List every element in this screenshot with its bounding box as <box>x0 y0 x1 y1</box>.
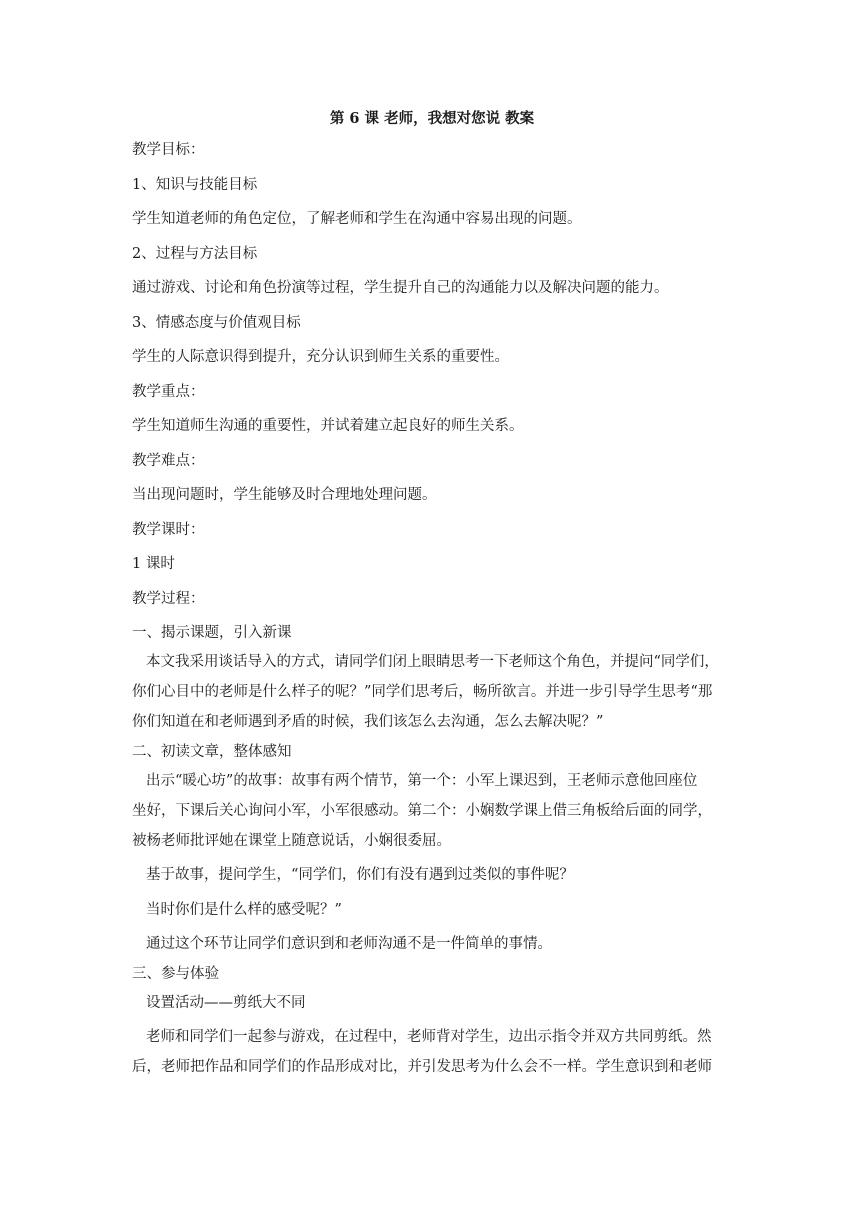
paragraph-line: 老师和同学们一起参与游戏，在过程中，老师背对学生，边出示指令并双方共同剪纸。然 <box>146 1029 712 1045</box>
heading-teaching-goals: 教学目标： <box>132 142 205 158</box>
goal-1-heading: 1、知识与技能目标 <box>132 176 258 193</box>
activity-title-paragraph: 设置活动——剪纸大不同 <box>146 994 306 1011</box>
section-1-paragraph <box>132 647 732 737</box>
paragraph-line: 你们知道在和老师遇到矛盾的时候，我们该怎么去沟通，怎么去解决呢？” <box>132 714 604 730</box>
goal-3-heading: 3、情感态度与价值观目标 <box>132 314 301 331</box>
document-page <box>132 104 732 1087</box>
paragraph-line: 你们心目中的老师是什么样子的呢？”同学们思考后，畅所欲言。并进一步引导学生思考“那 <box>132 684 713 700</box>
paragraph-line: 本文我采用谈话导入的方式，请同学们闭上眼睛思考一下老师这个角色，并提问“同学们， <box>146 654 719 670</box>
key-points-text: 学生知道师生沟通的重要性，并试着建立起良好的师生关系。 <box>132 418 524 434</box>
question-paragraph: 基于故事，提问学生，“同学们，你们有没有遇到过类似的事件呢？ <box>146 867 574 883</box>
section-1-heading: 一、揭示课题，引入新课 <box>132 625 292 641</box>
section-2-paragraph <box>132 766 732 856</box>
section-3-heading: 三、参与体验 <box>132 965 219 982</box>
summary-paragraph: 通过这个环节让同学们意识到和老师沟通不是一件简单的事情。 <box>146 936 552 952</box>
paragraph-line: 被杨老师批评她在课堂上随意说话，小娴很委屈。 <box>132 832 451 849</box>
paragraph-line: 后，老师把作品和同学们的作品形成对比，并引发思考为什么会不一样。学生意识到和老师 <box>132 1059 712 1075</box>
difficulties-text: 当出现问题时，学生能够及时合理地处理问题。 <box>132 487 437 503</box>
goal-3-text: 学生的人际意识得到提升，充分认识到师生关系的重要性。 <box>132 349 509 365</box>
document-title: 第 6 课 老师，我想对您说 教案 <box>329 110 535 127</box>
feeling-question-paragraph: 当时你们是什么样的感受呢？” <box>146 901 342 918</box>
paragraph-line: 坐好，下课后关心询问小军，小军很感动。第二个：小娴数学课上借三角板给后面的同学， <box>132 802 712 819</box>
heading-key-points: 教学重点： <box>132 383 205 400</box>
heading-class-hours: 教学课时： <box>132 521 205 538</box>
goal-2-text: 通过游戏、讨论和角色扮演等过程，学生提升自己的沟通能力以及解决问题的能力。 <box>132 280 669 296</box>
heading-difficulties: 教学难点： <box>132 452 205 469</box>
paragraph-line: 出示“暖心坊”的故事：故事有两个情节，第一个：小军上课迟到，王老师示意他回座位 <box>146 772 698 789</box>
section-2-heading: 二、初读文章，整体感知 <box>132 743 292 760</box>
activity-paragraph <box>132 1022 732 1082</box>
goal-1-text: 学生知道老师的角色定位，了解老师和学生在沟通中容易出现的问题。 <box>132 211 582 227</box>
class-hours-text: 1 课时 <box>132 556 175 572</box>
heading-process: 教学过程： <box>132 590 205 607</box>
goal-2-heading: 2、过程与方法目标 <box>132 245 258 262</box>
